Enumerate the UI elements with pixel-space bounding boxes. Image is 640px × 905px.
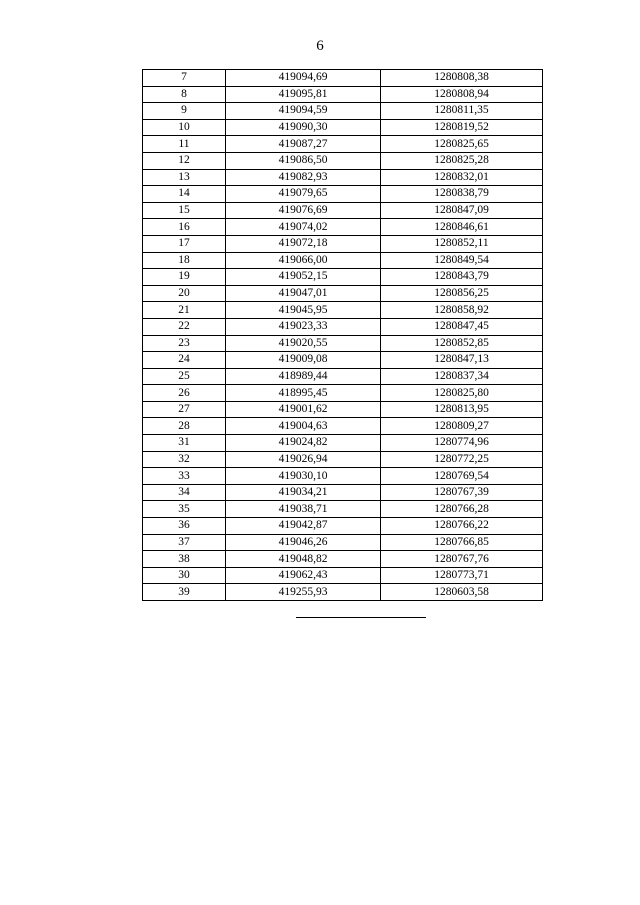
y-coordinate-cell: 1280769,54 xyxy=(381,468,543,485)
x-coordinate-cell: 419004,63 xyxy=(226,418,381,435)
table-row xyxy=(143,269,543,286)
coordinates-table xyxy=(142,69,543,601)
y-coordinate-cell: 1280767,39 xyxy=(381,484,543,501)
point-number-cell: 36 xyxy=(143,518,226,535)
x-coordinate-cell: 419062,43 xyxy=(226,567,381,584)
table-row xyxy=(143,86,543,103)
point-number-cell: 7 xyxy=(143,70,226,87)
x-coordinate-cell: 419079,65 xyxy=(226,186,381,203)
x-coordinate-cell: 419001,62 xyxy=(226,401,381,418)
point-number-cell: 32 xyxy=(143,451,226,468)
point-number-cell: 17 xyxy=(143,235,226,252)
y-coordinate-cell: 1280856,25 xyxy=(381,285,543,302)
x-coordinate-cell: 419066,00 xyxy=(226,252,381,269)
y-coordinate-cell: 1280772,25 xyxy=(381,451,543,468)
y-coordinate-cell: 1280808,38 xyxy=(381,70,543,87)
x-coordinate-cell: 419023,33 xyxy=(226,318,381,335)
point-number-cell: 27 xyxy=(143,401,226,418)
y-coordinate-cell: 1280849,54 xyxy=(381,252,543,269)
x-coordinate-cell: 419074,02 xyxy=(226,219,381,236)
x-coordinate-cell: 419045,95 xyxy=(226,302,381,319)
y-coordinate-cell: 1280603,58 xyxy=(381,584,543,601)
point-number-cell: 12 xyxy=(143,152,226,169)
x-coordinate-cell: 419026,94 xyxy=(226,451,381,468)
x-coordinate-cell: 419052,15 xyxy=(226,269,381,286)
y-coordinate-cell: 1280837,34 xyxy=(381,368,543,385)
x-coordinate-cell: 419255,93 xyxy=(226,584,381,601)
y-coordinate-cell: 1280774,96 xyxy=(381,435,543,452)
y-coordinate-cell: 1280766,28 xyxy=(381,501,543,518)
point-number-cell: 33 xyxy=(143,468,226,485)
table-row xyxy=(143,169,543,186)
point-number-cell: 18 xyxy=(143,252,226,269)
y-coordinate-cell: 1280766,22 xyxy=(381,518,543,535)
point-number-cell: 39 xyxy=(143,584,226,601)
point-number-cell: 21 xyxy=(143,302,226,319)
y-coordinate-cell: 1280838,79 xyxy=(381,186,543,203)
x-coordinate-cell: 418995,45 xyxy=(226,385,381,402)
y-coordinate-cell: 1280843,79 xyxy=(381,269,543,286)
x-coordinate-cell: 419038,71 xyxy=(226,501,381,518)
y-coordinate-cell: 1280847,13 xyxy=(381,352,543,369)
x-coordinate-cell: 419009,08 xyxy=(226,352,381,369)
point-number-cell: 23 xyxy=(143,335,226,352)
x-coordinate-cell: 418989,44 xyxy=(226,368,381,385)
table-row xyxy=(143,219,543,236)
x-coordinate-cell: 419087,27 xyxy=(226,136,381,153)
x-coordinate-cell: 419094,59 xyxy=(226,103,381,120)
x-coordinate-cell: 419094,69 xyxy=(226,70,381,87)
table-row xyxy=(143,352,543,369)
point-number-cell: 28 xyxy=(143,418,226,435)
point-number-cell: 31 xyxy=(143,435,226,452)
table-row xyxy=(143,484,543,501)
x-coordinate-cell: 419082,93 xyxy=(226,169,381,186)
table-row xyxy=(143,285,543,302)
x-coordinate-cell: 419034,21 xyxy=(226,484,381,501)
x-coordinate-cell: 419047,01 xyxy=(226,285,381,302)
table-row xyxy=(143,584,543,601)
point-number-cell: 24 xyxy=(143,352,226,369)
y-coordinate-cell: 1280813,95 xyxy=(381,401,543,418)
x-coordinate-cell: 419090,30 xyxy=(226,119,381,136)
x-coordinate-cell: 419076,69 xyxy=(226,202,381,219)
point-number-cell: 10 xyxy=(143,119,226,136)
table-row xyxy=(143,418,543,435)
y-coordinate-cell: 1280832,01 xyxy=(381,169,543,186)
y-coordinate-cell: 1280773,71 xyxy=(381,567,543,584)
table-row xyxy=(143,551,543,568)
x-coordinate-cell: 419086,50 xyxy=(226,152,381,169)
x-coordinate-cell: 419020,55 xyxy=(226,335,381,352)
x-coordinate-cell: 419030,10 xyxy=(226,468,381,485)
point-number-cell: 30 xyxy=(143,567,226,584)
end-rule xyxy=(296,617,426,618)
point-number-cell: 20 xyxy=(143,285,226,302)
table-row xyxy=(143,385,543,402)
table-row xyxy=(143,318,543,335)
table-row xyxy=(143,501,543,518)
table-row xyxy=(143,252,543,269)
table-row xyxy=(143,202,543,219)
point-number-cell: 34 xyxy=(143,484,226,501)
table-row xyxy=(143,136,543,153)
point-number-cell: 19 xyxy=(143,269,226,286)
point-number-cell: 14 xyxy=(143,186,226,203)
x-coordinate-cell: 419048,82 xyxy=(226,551,381,568)
table-row xyxy=(143,103,543,120)
y-coordinate-cell: 1280852,85 xyxy=(381,335,543,352)
table-row xyxy=(143,518,543,535)
x-coordinate-cell: 419024,82 xyxy=(226,435,381,452)
table-row xyxy=(143,70,543,87)
table-row xyxy=(143,435,543,452)
y-coordinate-cell: 1280847,45 xyxy=(381,318,543,335)
point-number-cell: 11 xyxy=(143,136,226,153)
point-number-cell: 8 xyxy=(143,86,226,103)
y-coordinate-cell: 1280819,52 xyxy=(381,119,543,136)
point-number-cell: 22 xyxy=(143,318,226,335)
y-coordinate-cell: 1280808,94 xyxy=(381,86,543,103)
page-number: 6 xyxy=(316,38,324,54)
table-row xyxy=(143,235,543,252)
x-coordinate-cell: 419072,18 xyxy=(226,235,381,252)
table-row xyxy=(143,302,543,319)
point-number-cell: 13 xyxy=(143,169,226,186)
table-row xyxy=(143,401,543,418)
table-row xyxy=(143,451,543,468)
y-coordinate-cell: 1280825,65 xyxy=(381,136,543,153)
point-number-cell: 15 xyxy=(143,202,226,219)
point-number-cell: 35 xyxy=(143,501,226,518)
y-coordinate-cell: 1280811,35 xyxy=(381,103,543,120)
x-coordinate-cell: 419046,26 xyxy=(226,534,381,551)
x-coordinate-cell: 419095,81 xyxy=(226,86,381,103)
point-number-cell: 26 xyxy=(143,385,226,402)
y-coordinate-cell: 1280767,76 xyxy=(381,551,543,568)
table-row xyxy=(143,119,543,136)
table-row xyxy=(143,186,543,203)
table-row xyxy=(143,534,543,551)
y-coordinate-cell: 1280858,92 xyxy=(381,302,543,319)
point-number-cell: 38 xyxy=(143,551,226,568)
y-coordinate-cell: 1280825,80 xyxy=(381,385,543,402)
coordinates-table-body xyxy=(143,70,543,601)
point-number-cell: 16 xyxy=(143,219,226,236)
y-coordinate-cell: 1280825,28 xyxy=(381,152,543,169)
point-number-cell: 9 xyxy=(143,103,226,120)
y-coordinate-cell: 1280766,85 xyxy=(381,534,543,551)
table-row xyxy=(143,335,543,352)
point-number-cell: 37 xyxy=(143,534,226,551)
table-row xyxy=(143,468,543,485)
y-coordinate-cell: 1280809,27 xyxy=(381,418,543,435)
x-coordinate-cell: 419042,87 xyxy=(226,518,381,535)
y-coordinate-cell: 1280847,09 xyxy=(381,202,543,219)
table-row xyxy=(143,368,543,385)
table-row xyxy=(143,567,543,584)
table-row xyxy=(143,152,543,169)
y-coordinate-cell: 1280852,11 xyxy=(381,235,543,252)
y-coordinate-cell: 1280846,61 xyxy=(381,219,543,236)
point-number-cell: 25 xyxy=(143,368,226,385)
